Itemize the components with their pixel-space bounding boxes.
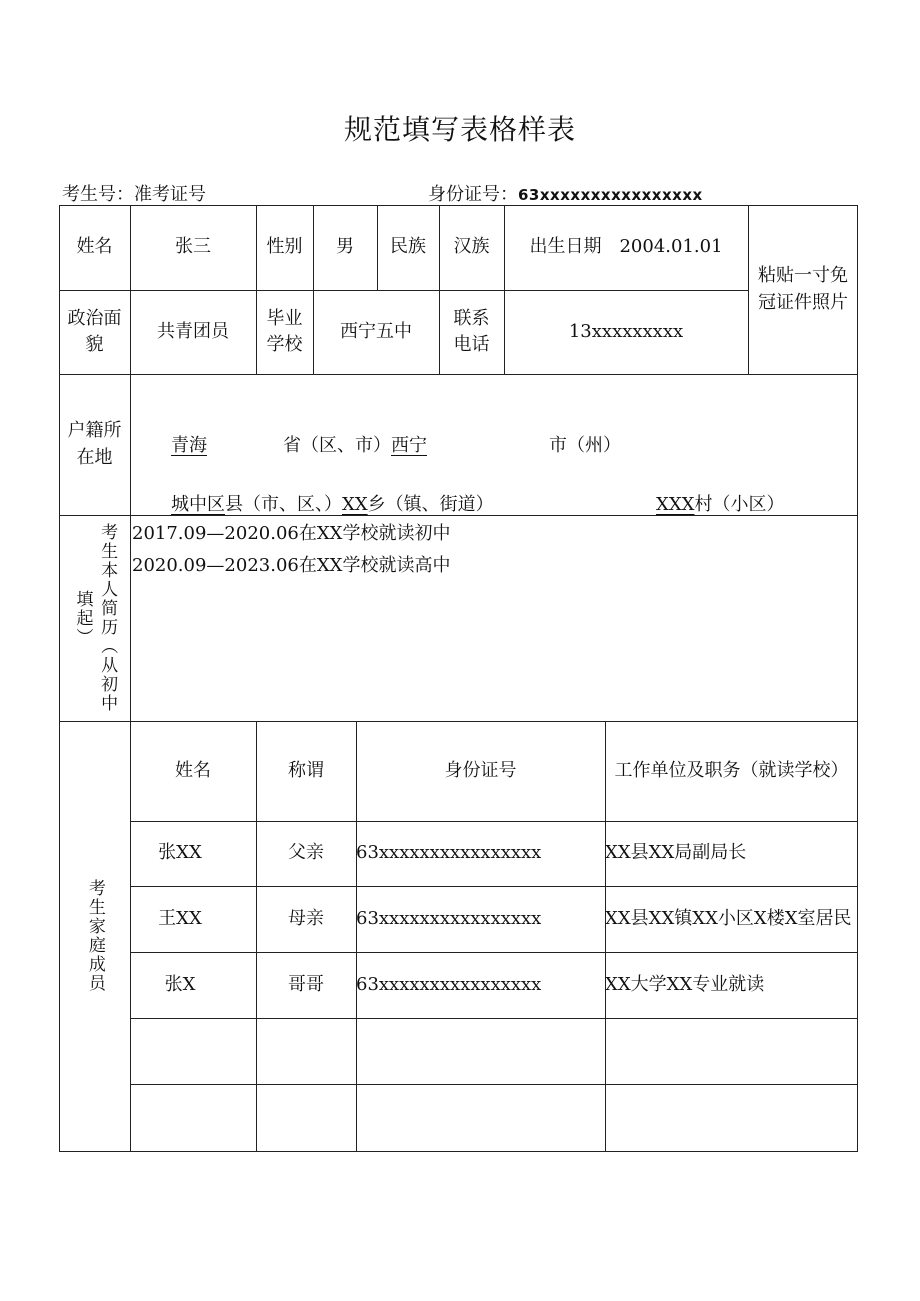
family-row-relation: 父亲 (288, 842, 324, 864)
family-header-id: 身份证号 (444, 759, 517, 781)
residence-city-suffix: 市（州） (549, 435, 621, 456)
birth-date (504, 205, 748, 290)
family-row-name: 张X (164, 973, 196, 995)
school-label: 毕业学校 (266, 307, 303, 355)
family-row-id (356, 1084, 605, 1151)
family-header-name: 姓名 (175, 759, 211, 781)
residence-township: XX (342, 494, 368, 515)
family-row-work (605, 1084, 858, 1151)
phone-value: 13xxxxxxxxx (568, 320, 684, 342)
political-status-value: 共青团员 (157, 320, 229, 342)
resume-entry: 2020.09—2023.06在XX学校就读高中 (132, 555, 451, 576)
registration-form-table (59, 205, 858, 1152)
family-row-name: 张XX (158, 842, 202, 864)
family-header-work: 工作单位及职务（就读学校） (614, 759, 849, 781)
family-row-name (130, 1018, 256, 1084)
family-row-work: XX大学XX专业就读 (605, 973, 765, 995)
photo-placeholder: 粘贴一寸免冠证件照片 (758, 265, 848, 313)
birth-date-label: 出生日期 (529, 236, 602, 258)
name-value: 张三 (175, 236, 211, 258)
id-number-value: 63xxxxxxxxxxxxxxxx (518, 186, 703, 204)
exam-number-label: 考生号： (62, 184, 134, 205)
gender-label: 性别 (266, 236, 303, 258)
residence-line-2 (171, 490, 494, 516)
residence-province: 青海 (171, 435, 207, 456)
residence-province-suffix (283, 431, 427, 457)
resume-label: 考生本人简历（从初中填起） (72, 523, 118, 713)
residence-township-suffix: 乡（镇、街道） (367, 494, 494, 515)
phone-label: 联系电话 (453, 307, 490, 355)
family-row-work: XX县XX局副局长 (605, 842, 747, 864)
family-header-relation: 称谓 (288, 759, 324, 781)
residence-county: 城中区 (171, 494, 225, 515)
residence-county-suffix: 县（市、区、） (225, 494, 342, 515)
school-value: 西宁五中 (340, 320, 412, 342)
page-title: 规范填写表格样表 (343, 113, 576, 146)
family-row-name (130, 1084, 256, 1151)
family-row-id: 63xxxxxxxxxxxxxxxx (356, 842, 542, 864)
exam-number-value: 准考证号 (134, 184, 206, 205)
family-row-relation: 哥哥 (288, 973, 324, 995)
family-row-relation: 母亲 (288, 907, 324, 929)
residence-line-1 (171, 431, 207, 457)
gender-value: 男 (336, 236, 354, 258)
residence-province-suffix-text: 省（区、市） (283, 435, 391, 456)
ethnicity-value: 汉族 (453, 236, 490, 258)
family-row-name: 王XX (158, 907, 202, 929)
family-row-id: 63xxxxxxxxxxxxxxxx (356, 973, 542, 995)
id-number-label: 身份证号： (428, 184, 518, 205)
residence-city: 西宁 (391, 435, 427, 456)
residence-village-block (656, 490, 784, 516)
name-label: 姓名 (76, 236, 113, 258)
family-row-id: 63xxxxxxxxxxxxxxxx (356, 907, 542, 929)
id-number (428, 180, 703, 206)
family-row-work (605, 1018, 858, 1084)
residence-village-suffix: 村（小区） (694, 494, 785, 515)
birth-date-value: 2004.01.01 (619, 236, 723, 258)
family-row-work: XX县XX镇XX小区X楼X室居民 (605, 907, 852, 929)
family-row-relation (256, 1084, 356, 1151)
ethnicity-label: 民族 (390, 236, 426, 258)
family-row-relation (256, 1018, 356, 1084)
family-row-id (356, 1018, 605, 1084)
family-label: 考生家庭成员 (84, 879, 105, 993)
political-status-label: 政治面貌 (67, 307, 122, 355)
residence-label: 户籍所在地 (67, 420, 122, 468)
resume-entry: 2017.09—2020.06在XX学校就读初中 (132, 523, 451, 544)
exam-number (62, 180, 206, 206)
residence-village: XXX (656, 494, 695, 515)
